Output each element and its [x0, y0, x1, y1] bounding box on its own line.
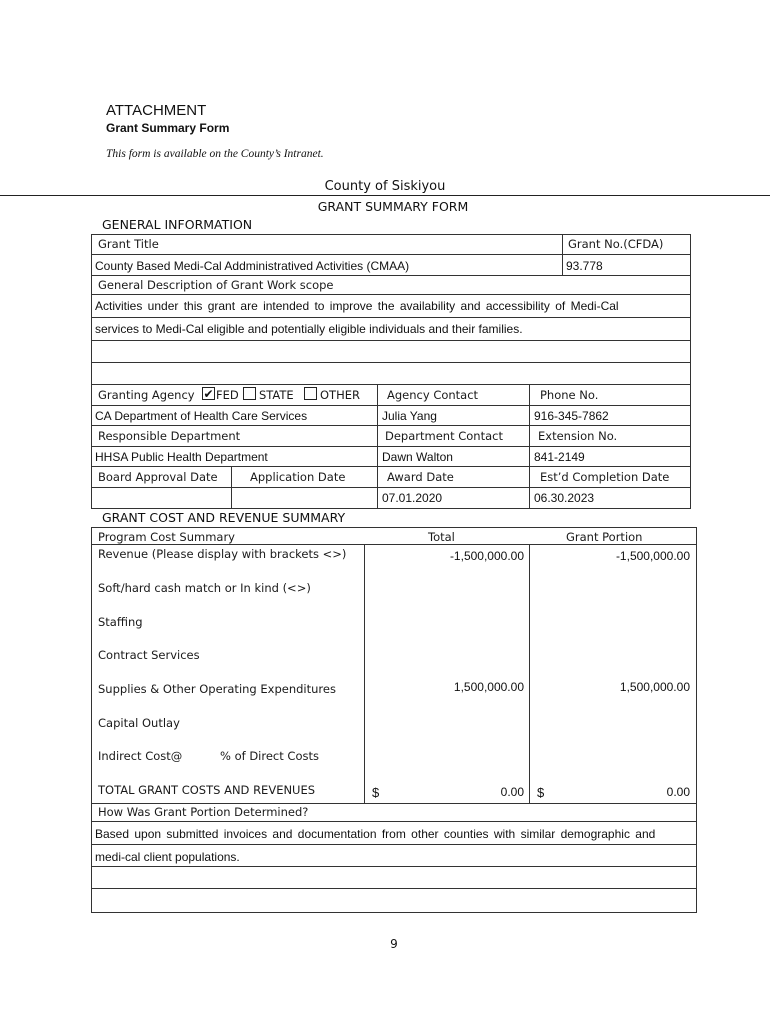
form-title: GRANT SUMMARY FORM: [317, 199, 469, 214]
how-determined-line-2: medi-cal client populations.: [95, 850, 240, 864]
dept-contact-value: Dawn Walton: [382, 450, 453, 464]
portion-currency-symbol: $: [537, 785, 545, 800]
grant-no-value: 93.778: [566, 259, 603, 273]
grand-portion-value: 0.00: [666, 785, 690, 799]
total-column-label: Total: [428, 530, 455, 544]
supplies-row-label: Supplies & Other Operating Expenditures: [98, 682, 336, 696]
attachment-heading: ATTACHMENT: [106, 102, 207, 119]
extension-label: Extension No.: [538, 429, 618, 443]
grant-title-label: Grant Title: [98, 237, 159, 251]
indirect-row-label: Indirect Cost@: [98, 749, 183, 763]
total-currency-symbol: $: [372, 785, 380, 800]
state-label: STATE: [259, 388, 294, 402]
capital-row-label: Capital Outlay: [98, 716, 180, 730]
how-determined-line-1: Based upon submitted invoices and documentation from other counties with similar demographic and: [95, 827, 656, 841]
description-line-2: services to Medi-Cal eligible and potentially eligible individuals and their families.: [95, 322, 523, 336]
application-date-label: Application Date: [250, 470, 346, 484]
contract-row-label: Contract Services: [98, 648, 200, 662]
grant-no-label: Grant No.(CFDA): [568, 237, 664, 251]
completion-date-label: Est’d Completion Date: [540, 470, 670, 484]
indirect-pct-label: % of Direct Costs: [220, 749, 319, 763]
match-row-label: Soft/hard cash match or In kind (<>): [98, 581, 311, 595]
grant-portion-column-label: Grant Portion: [566, 530, 643, 544]
general-section-title: GENERAL INFORMATION: [102, 217, 253, 232]
other-checkbox[interactable]: [304, 387, 317, 400]
extension-value: 841-2149: [534, 450, 585, 464]
availability-note: This form is available on the County’s Intranet.: [106, 148, 324, 160]
program-cost-label: Program Cost Summary: [98, 530, 235, 544]
fed-label: FED: [216, 388, 239, 402]
description-line-1: Activities under this grant are intended to improve the availability and accessibility of Medi-Cal: [95, 299, 619, 313]
page-number: 9: [390, 937, 398, 951]
phone-value: 916-345-7862: [534, 409, 609, 423]
dept-contact-label: Department Contact: [385, 429, 503, 443]
completion-date-value: 06.30.2023: [534, 491, 595, 505]
county-name: County of Siskiyou: [324, 179, 446, 194]
granting-agency-value: CA Department of Health Care Services: [95, 409, 308, 423]
staffing-row-label: Staffing: [98, 615, 143, 629]
board-approval-label: Board Approval Date: [98, 470, 218, 484]
total-row-label: TOTAL GRANT COSTS AND REVENUES: [98, 783, 316, 797]
responsible-dept-value: HHSA Public Health Department: [95, 450, 268, 464]
other-label: OTHER: [320, 388, 360, 402]
fed-checkbox[interactable]: ✔: [203, 387, 214, 401]
revenue-row-label: Revenue (Please display with brackets <>): [98, 547, 347, 561]
award-date-value: 07.01.2020: [382, 491, 443, 505]
header-divider: [0, 195, 770, 196]
responsible-dept-label: Responsible Department: [98, 429, 241, 443]
granting-agency-label: Granting Agency: [98, 388, 195, 402]
form-name: Grant Summary Form: [106, 121, 230, 135]
supplies-total-value: 1,500,000.00: [453, 680, 524, 694]
agency-contact-value: Julia Yang: [382, 409, 437, 423]
description-label: General Description of Grant Work scope: [98, 278, 334, 292]
how-determined-label: How Was Grant Portion Determined?: [98, 805, 309, 819]
award-date-label: Award Date: [387, 470, 454, 484]
grant-title-value: County Based Medi-Cal Addministratived Activities (CMAA): [95, 259, 410, 273]
cost-section-title: GRANT COST AND REVENUE SUMMARY: [102, 510, 346, 525]
agency-contact-label: Agency Contact: [387, 388, 479, 402]
phone-label: Phone No.: [540, 388, 599, 402]
state-checkbox[interactable]: [243, 387, 256, 400]
grand-total-value: 0.00: [500, 785, 524, 799]
supplies-portion-value: 1,500,000.00: [619, 680, 690, 694]
revenue-total-value: -1,500,000.00: [449, 549, 524, 563]
revenue-portion-value: -1,500,000.00: [615, 549, 690, 563]
